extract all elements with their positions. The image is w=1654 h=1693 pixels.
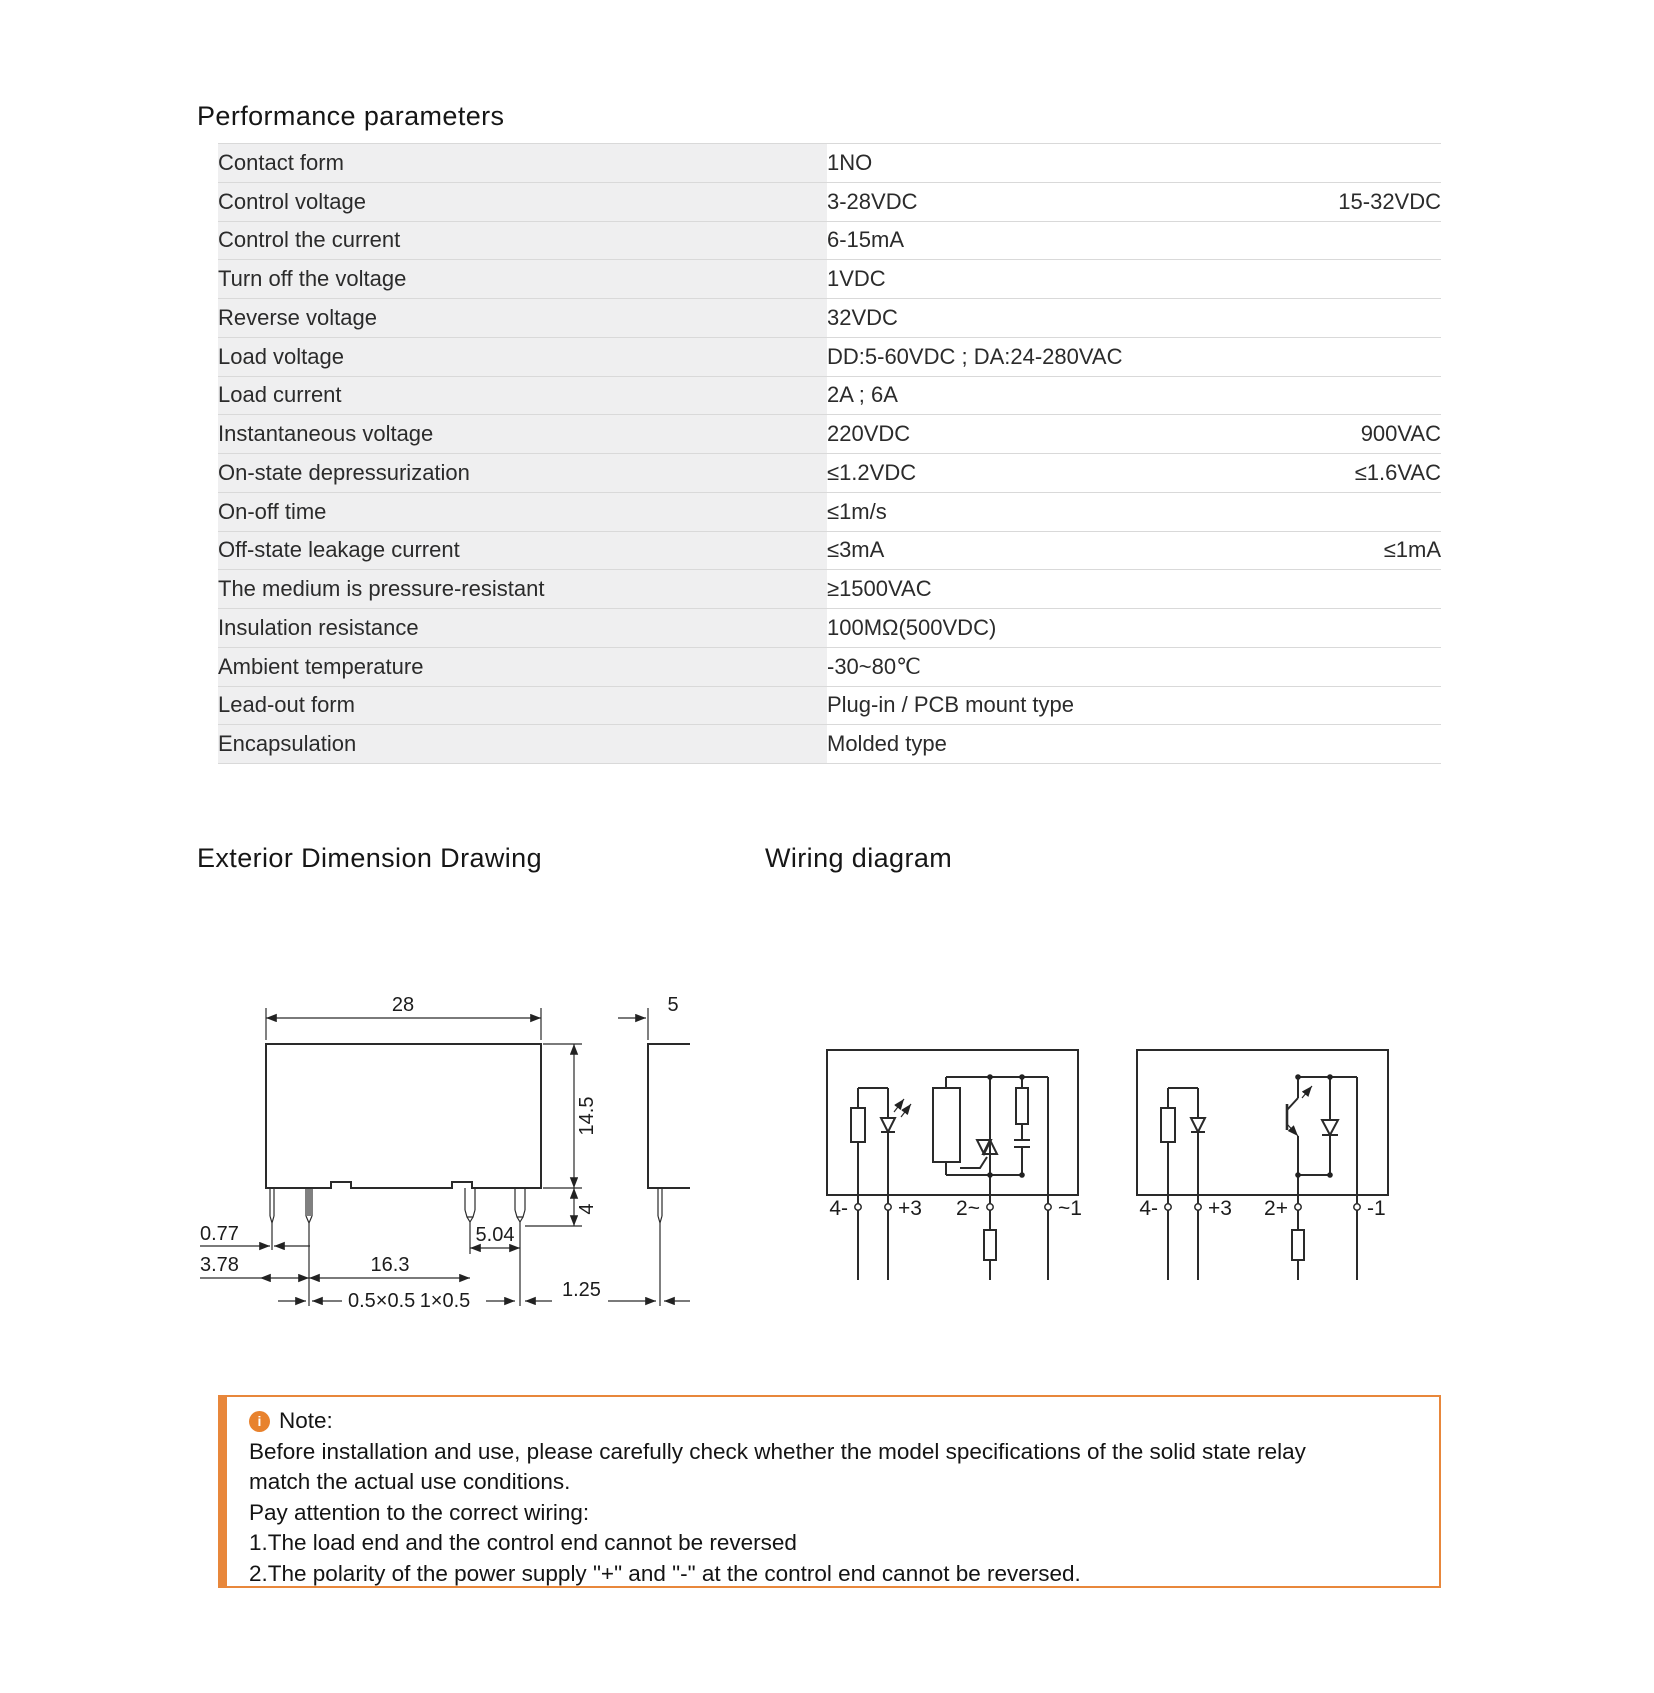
terminal — [855, 1204, 861, 1210]
wiring-diagram-title: Wiring diagram — [765, 843, 953, 873]
param-value — [827, 337, 1441, 376]
note-line: 2.The polarity of the power supply "+" and "-" at the control end cannot be reversed. — [249, 1560, 1081, 1586]
table-row — [218, 144, 1441, 183]
param-label: Control the current — [218, 221, 827, 260]
terminal — [1295, 1204, 1301, 1210]
param-value-1: Plug-in / PCB mount type — [827, 692, 1075, 718]
pin — [306, 1188, 312, 1306]
terminal-label: 4- — [1139, 1197, 1158, 1220]
param-value-1: 1VDC — [827, 266, 886, 292]
param-label: Encapsulation — [218, 725, 827, 764]
pin — [658, 1188, 662, 1306]
param-label: Contact form — [218, 144, 827, 183]
param-value — [827, 531, 1441, 570]
terminal-label: 2+ — [1264, 1197, 1288, 1220]
dim-label-pin-offset: 3.78 — [200, 1254, 239, 1276]
terminal-label: ~1 — [1058, 1197, 1082, 1220]
side-view — [562, 994, 690, 1306]
param-label: Reverse voltage — [218, 299, 827, 338]
param-value-1: ≤3mA — [827, 537, 885, 563]
load-resistor — [984, 1230, 996, 1260]
param-value — [827, 492, 1441, 531]
resistor — [1161, 1108, 1175, 1142]
wiring-diagrams — [790, 1040, 1410, 1290]
pin — [515, 1188, 525, 1306]
param-value-2: ≤1.6VAC — [1354, 459, 1441, 485]
table-row — [218, 570, 1441, 609]
dim-label-pin-size-large: 1×0.5 — [419, 1290, 471, 1312]
note-line: match the actual use conditions. — [249, 1469, 571, 1494]
snubber-resistor — [1016, 1088, 1028, 1124]
terminal-label: +3 — [898, 1197, 922, 1220]
relay-body-side — [648, 1044, 690, 1188]
param-value-1: 100MΩ(500VDC) — [827, 614, 997, 640]
phototransistor — [1287, 1077, 1312, 1175]
note-title-row — [249, 1406, 1415, 1437]
wiring-diagram-ac — [827, 1050, 1082, 1280]
dim-label-pin-pitch2: 5.04 — [475, 1224, 515, 1246]
exterior-dimension-title: Exterior Dimension Drawing — [197, 843, 543, 873]
param-label: Turn off the voltage — [218, 260, 827, 299]
param-label: Control voltage — [218, 182, 827, 221]
led-emission-arrows — [894, 1099, 911, 1117]
terminal — [987, 1204, 993, 1210]
table-row — [218, 647, 1441, 686]
param-label: Lead-out form — [218, 686, 827, 725]
param-label: The medium is pressure-resistant — [218, 570, 827, 609]
load-resistor — [1292, 1230, 1304, 1260]
dim-label-side-pin: 1.25 — [562, 1279, 601, 1301]
param-value — [827, 299, 1441, 338]
param-label: Load current — [218, 376, 827, 415]
param-value — [827, 415, 1441, 454]
param-value — [827, 570, 1441, 609]
param-value-1: ≥1500VAC — [827, 576, 932, 602]
param-value-1: 2A ; 6A — [827, 382, 898, 408]
param-value — [827, 725, 1441, 764]
param-label: Off-state leakage current — [218, 531, 827, 570]
param-value-1: ≤1.2VDC — [827, 459, 917, 485]
param-value-2: 15-32VDC — [1338, 188, 1441, 214]
table-row — [218, 686, 1441, 725]
table-row — [218, 531, 1441, 570]
param-value-1: Molded type — [827, 731, 947, 757]
front-view — [200, 994, 598, 1312]
note-box — [218, 1395, 1441, 1588]
param-value — [827, 144, 1441, 183]
pin — [465, 1188, 475, 1254]
param-value — [827, 182, 1441, 221]
param-value-1: -30~80℃ — [827, 653, 921, 679]
relay-body-front — [266, 1044, 541, 1188]
exterior-dimension-drawing — [190, 920, 690, 1315]
wiring-diagram-dc — [1137, 1050, 1388, 1280]
note-line: Pay attention to the correct wiring: — [249, 1499, 590, 1525]
param-value-1: ≤1m/s — [827, 498, 887, 524]
param-value-1: DD:5-60VDC ; DA:24-280VAC — [827, 343, 1123, 369]
param-label: On-off time — [218, 492, 827, 531]
table-row — [218, 609, 1441, 648]
param-label: Load voltage — [218, 337, 827, 376]
note-line: Before installation and use, please carefully check whether the model specifications of the solid state relay — [249, 1438, 1306, 1464]
table-row — [218, 182, 1441, 221]
param-label: Instantaneous voltage — [218, 415, 827, 454]
param-value-1: 3-28VDC — [827, 188, 918, 214]
protection-diode — [1191, 1118, 1205, 1132]
terminal-label: 4- — [829, 1197, 848, 1220]
table-row — [218, 454, 1441, 493]
param-value-2: ≤1mA — [1383, 537, 1441, 563]
dim-label-pin-width: 0.77 — [200, 1223, 239, 1245]
param-value — [827, 376, 1441, 415]
note-title: Note: — [279, 1408, 333, 1433]
triac — [960, 1140, 997, 1168]
param-value-1: 32VDC — [827, 304, 898, 330]
table-row — [218, 492, 1441, 531]
param-label: Ambient temperature — [218, 647, 827, 686]
dim-label-pin-pitch: 16.3 — [370, 1254, 410, 1276]
table-row — [218, 260, 1441, 299]
dim-label-pin-length: 4 — [576, 1203, 598, 1215]
param-value — [827, 260, 1441, 299]
performance-parameters-table — [218, 143, 1441, 764]
note-line: 1.The load end and the control end cannot be reversed — [249, 1530, 797, 1555]
param-value — [827, 686, 1441, 725]
terminal-label: -1 — [1367, 1197, 1386, 1220]
param-value-1: 6-15mA — [827, 227, 905, 253]
terminal — [885, 1204, 891, 1210]
terminal-label: +3 — [1208, 1197, 1232, 1220]
info-icon: i — [249, 1411, 270, 1432]
param-value — [827, 454, 1441, 493]
table-row — [218, 376, 1441, 415]
snubber — [1014, 1077, 1030, 1175]
param-value — [827, 221, 1441, 260]
terminal — [1045, 1204, 1051, 1210]
table-row — [218, 299, 1441, 338]
param-value-2: 900VAC — [1360, 421, 1441, 447]
flyback-diode — [1322, 1077, 1338, 1175]
dim-label-side-width: 5 — [667, 994, 679, 1016]
led-diode — [881, 1118, 895, 1132]
param-value-1: 220VDC — [827, 421, 911, 447]
param-label: Insulation resistance — [218, 609, 827, 648]
table-row — [218, 415, 1441, 454]
optocoupler-block — [933, 1088, 960, 1162]
param-label: On-state depressurization — [218, 454, 827, 493]
dim-label-body-width: 28 — [391, 994, 415, 1016]
param-value — [827, 647, 1441, 686]
table-row — [218, 221, 1441, 260]
dim-label-pin-size-small: 0.5×0.5 — [348, 1290, 416, 1312]
param-value-1: 1NO — [827, 149, 873, 175]
pin — [270, 1188, 274, 1250]
terminal-label: 2~ — [956, 1197, 980, 1220]
dim-label-body-height: 14.5 — [576, 1096, 598, 1136]
performance-parameters-title: Performance parameters — [197, 101, 505, 131]
terminal — [1354, 1204, 1360, 1210]
resistor — [851, 1108, 865, 1142]
table-row — [218, 725, 1441, 764]
terminal — [1165, 1204, 1171, 1210]
param-value — [827, 609, 1441, 648]
terminal — [1195, 1204, 1201, 1210]
table-row — [218, 337, 1441, 376]
